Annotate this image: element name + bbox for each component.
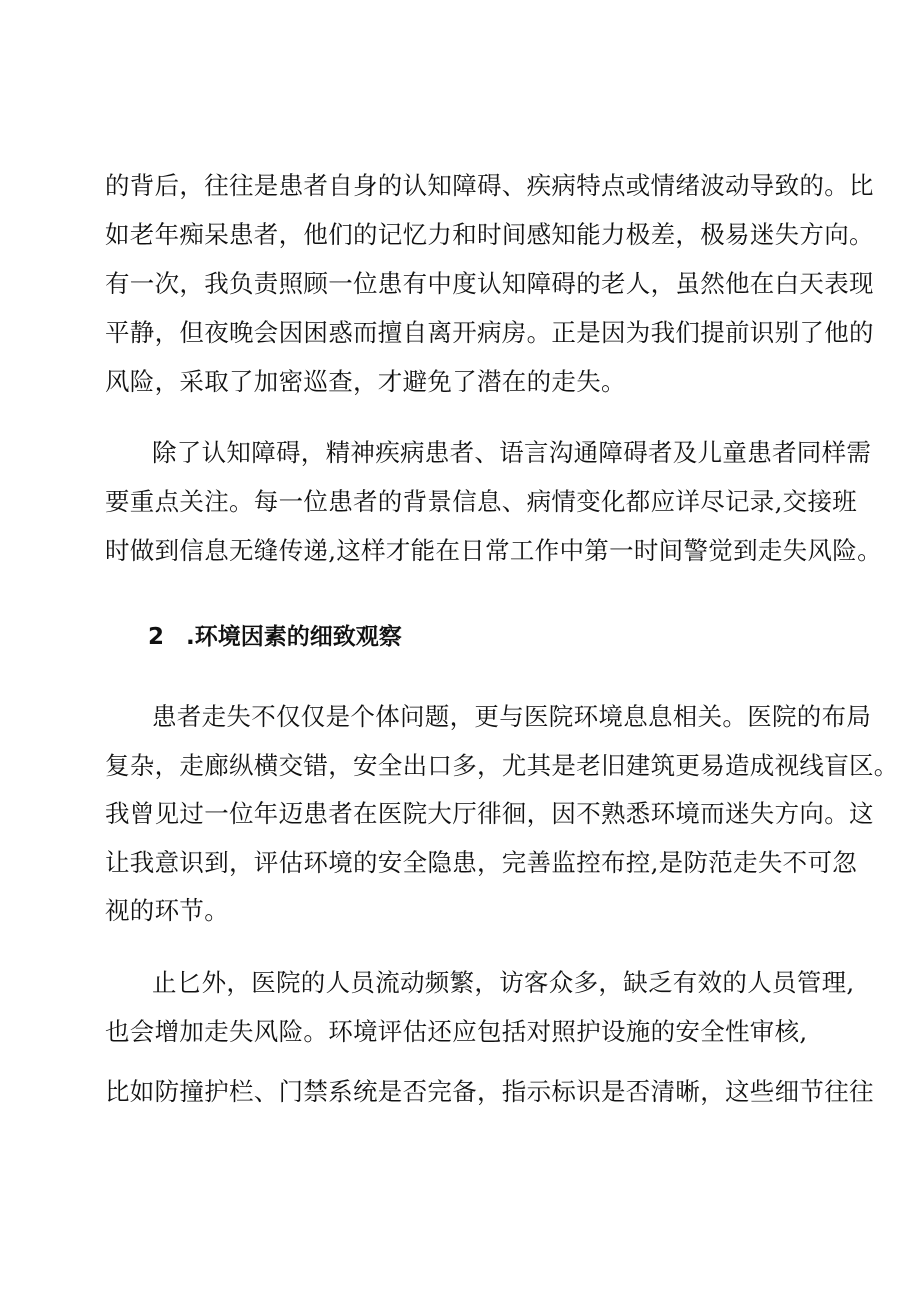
paragraph-4-line-2: 也会增加走失风险。环境评估还应包括对照护设施的安全性审核, [105, 1017, 808, 1046]
section-number: 2 [148, 624, 165, 650]
paragraph-2-line-2: 要重点关注。每一位患者的背景信息、病情变化都应详尽记录,交接班 [105, 487, 858, 516]
paragraph-2-line-3: 时做到信息无缝传递,这样才能在日常工作中第一时间警觉到走失风险。 [105, 536, 882, 565]
paragraph-1-line-3: 有一次，我负责照顾一位患有中度认知障碍的老人，虽然他在白天表现 [105, 269, 874, 298]
section-heading [148, 621, 402, 653]
section-title: .环境因素的细致观察 [186, 624, 402, 650]
paragraph-1-line-1: 的背后，往往是患者自身的认知障碍、疾病特点或情绪波动导致的。比 [105, 171, 874, 200]
paragraph-3-line-3: 我曾见过一位年迈患者在医院大厅徘徊，因不熟悉环境而迷失方向。这 [105, 799, 874, 828]
paragraph-3-line-4: 让我意识到，评估环境的安全隐患，完善监控布控,是防范走失不可忽 [105, 848, 858, 877]
paragraph-1-line-2: 如老年痴呆患者，他们的记忆力和时间感知能力极差，极易迷失方向。 [105, 220, 874, 249]
paragraph-1-line-5: 风险，采取了加密巡查，才避免了潜在的走失。 [105, 367, 626, 396]
paragraph-3-line-1: 患者走失不仅仅是个体问题，更与医院环境息息相关。医院的布局 [152, 702, 872, 731]
paragraph-1-line-4: 平静，但夜晚会因困惑而擅自离开病房。正是因为我们提前识别了他的 [105, 318, 874, 347]
paragraph-4-line-1: 止匕外，医院的人员流动频繁，访客众多，缺乏有效的人员管理, [152, 968, 855, 997]
paragraph-3-line-5: 视的环节。 [105, 896, 229, 925]
paragraph-5-line-1: 比如防撞护栏、门禁系统是否完备，指示标识是否清晰，这些细节往往 [105, 1077, 874, 1106]
paragraph-2-line-1: 除了认知障碍，精神疾病患者、语言沟通障碍者及儿童患者同样需 [152, 438, 872, 467]
paragraph-3-line-2: 复杂，走廊纵横交错，安全出口多，尤其是老旧建筑更易造成视线盲区。 [105, 751, 899, 780]
